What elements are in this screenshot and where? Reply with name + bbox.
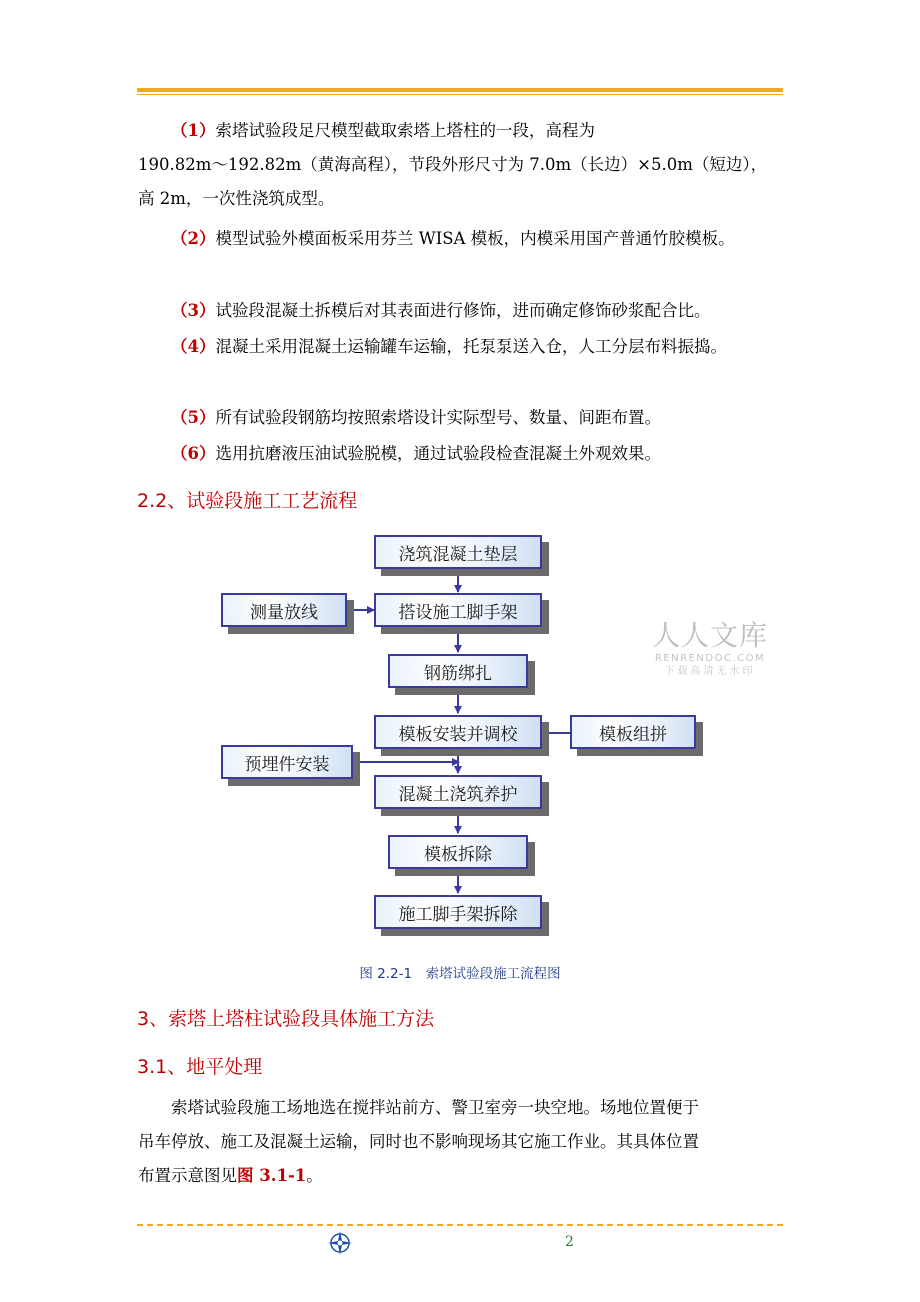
section-heading-2-2: 2.2、试验段施工工艺流程 bbox=[137, 490, 358, 512]
paragraph-text: 索塔试验段施工场地选在搅拌站前方、警卫室旁一块空地。场地位置便于 bbox=[171, 1098, 699, 1117]
item-number: （6） bbox=[171, 444, 216, 463]
paragraph-3-1 bbox=[138, 1091, 778, 1193]
paragraph-text: 模型试验外模面板采用芬兰 WISA 模板，内模采用国产普通竹胶模板。 bbox=[215, 229, 735, 248]
paragraph-text: 190.82m～192.82m（黄海高程），节段外形尺寸为 7.0m（长边）×5.0m（短边）， bbox=[138, 155, 768, 174]
section-heading-3-1: 3.1、地平处理 bbox=[137, 1056, 263, 1078]
watermark-title: 人人文库 bbox=[651, 619, 768, 652]
paragraph-text: 布置示意图见 bbox=[138, 1166, 237, 1185]
flow-step-embedded-parts: 预埋件安装 bbox=[221, 745, 353, 779]
footer-rule bbox=[137, 1224, 783, 1226]
paragraph-text: 所有试验段钢筋均按照索塔设计实际型号、数量、间距布置。 bbox=[215, 408, 661, 427]
paragraph-text: 选用抗磨液压油试验脱模，通过试验段检查混凝土外观效果。 bbox=[215, 444, 661, 463]
item-number: （3） bbox=[171, 301, 216, 320]
flow-step-concrete-pour-cure: 混凝土浇筑养护 bbox=[374, 775, 542, 809]
watermark bbox=[640, 620, 780, 678]
flow-step-scaffold-erection: 搭设施工脚手架 bbox=[374, 593, 542, 627]
flow-step-concrete-cushion: 浇筑混凝土垫层 bbox=[374, 535, 542, 569]
item-number: （2） bbox=[171, 229, 216, 248]
paragraph-text: 混凝土采用混凝土运输罐车运输，托泵泵送入仓，人工分层布料振捣。 bbox=[215, 337, 727, 356]
figure-caption: 图 2.2-1 索塔试验段施工流程图 bbox=[359, 966, 561, 982]
paragraph-text: 高 2m，一次性浇筑成型。 bbox=[138, 189, 335, 208]
flow-step-scaffold-removal: 施工脚手架拆除 bbox=[374, 895, 542, 929]
item-number: （5） bbox=[171, 408, 216, 427]
watermark-tagline: 下载高清无水印 bbox=[664, 666, 756, 677]
watermark-domain: RENRENDOC.COM bbox=[654, 653, 766, 664]
section-heading-3: 3、索塔上塔柱试验段具体施工方法 bbox=[137, 1008, 435, 1030]
item-number: （4） bbox=[171, 337, 216, 356]
flow-step-formwork-removal: 模板拆除 bbox=[388, 835, 528, 869]
paragraph-text: 。 bbox=[306, 1166, 323, 1185]
flow-step-survey-layout: 测量放线 bbox=[221, 593, 347, 627]
flow-step-formwork-install: 模板安装并调校 bbox=[374, 715, 542, 749]
figure-reference: 图 3.1-1 bbox=[237, 1166, 307, 1185]
paragraph-text: 索塔试验段足尺模型截取索塔上塔柱的一段，高程为 bbox=[215, 121, 595, 140]
flow-step-rebar-tying: 钢筋绑扎 bbox=[388, 654, 528, 688]
flow-step-formwork-assembly: 模板组拼 bbox=[570, 715, 696, 749]
item-number: （1） bbox=[171, 121, 216, 140]
page-number: 2 bbox=[565, 1234, 574, 1250]
paragraph-text: 试验段混凝土拆模后对其表面进行修饰，进而确定修饰砂浆配合比。 bbox=[215, 301, 711, 320]
paragraph-text: 吊车停放、施工及混凝土运输，同时也不影响现场其它施工作业。其具体位置 bbox=[138, 1132, 699, 1151]
compass-logo-icon bbox=[327, 1230, 353, 1256]
